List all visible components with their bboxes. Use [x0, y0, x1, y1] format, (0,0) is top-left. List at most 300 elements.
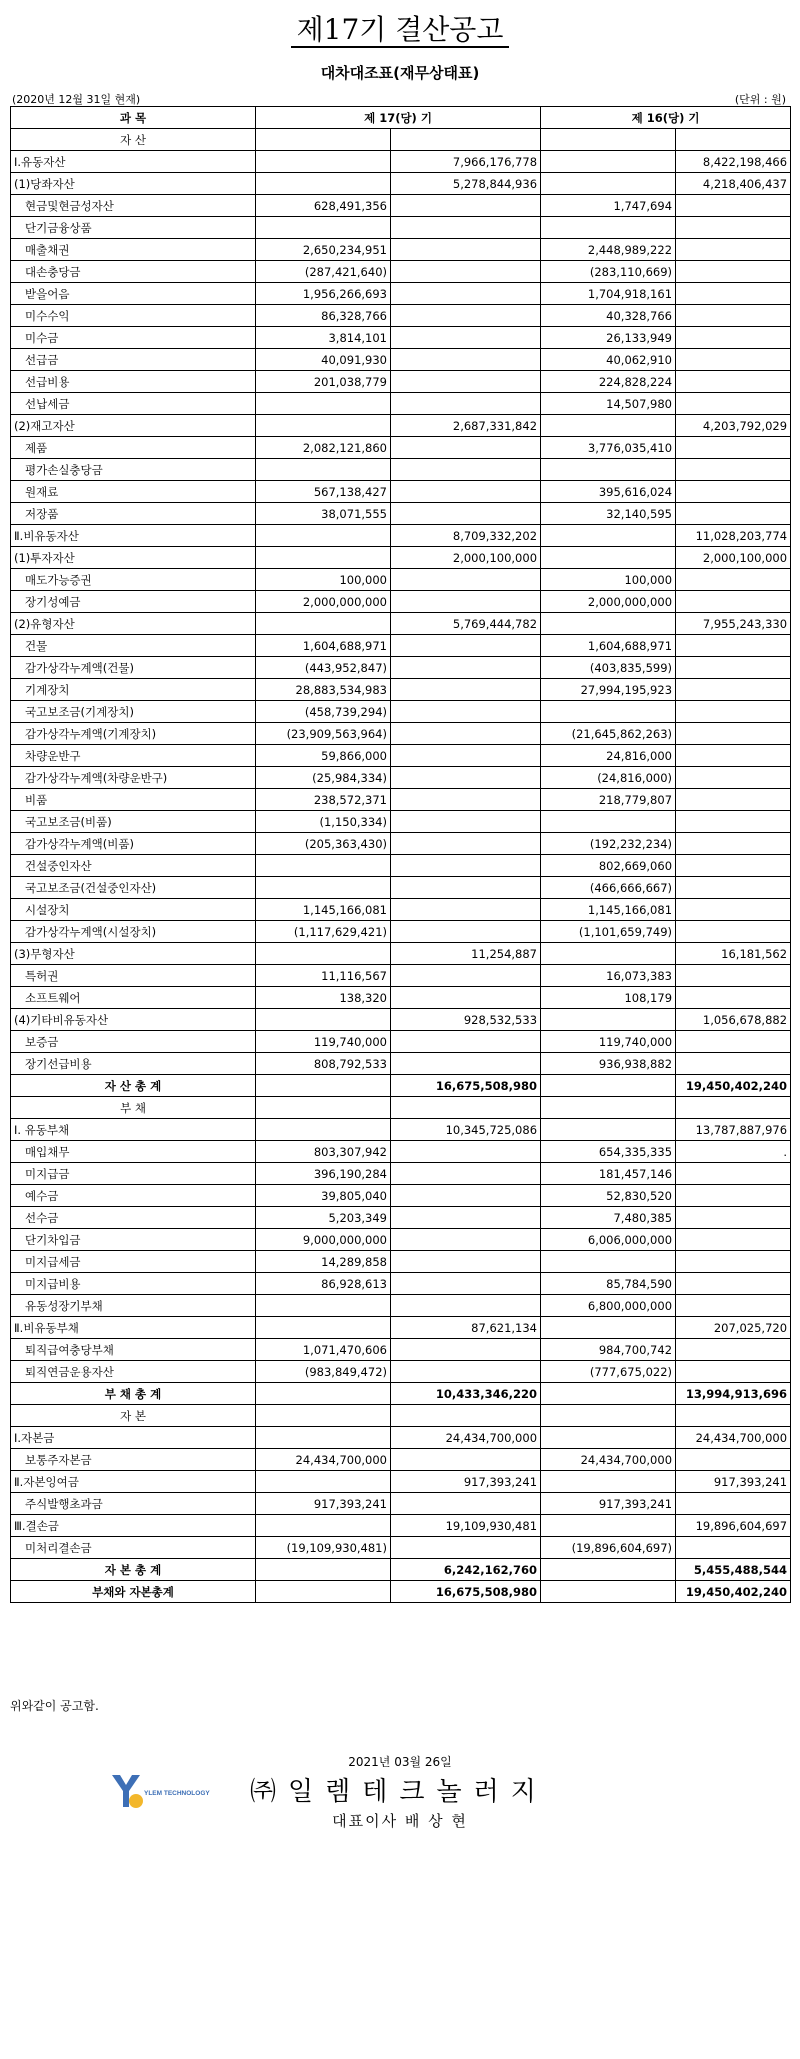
current-detail-amount — [256, 613, 391, 635]
table-row — [11, 349, 791, 371]
previous-detail-amount: (466,666,667) — [541, 877, 676, 899]
table-row — [11, 1427, 791, 1449]
table-row — [11, 1251, 791, 1273]
previous-subtotal-amount — [676, 1339, 791, 1361]
previous-subtotal-amount — [676, 261, 791, 283]
current-detail-amount: 28,883,534,983 — [256, 679, 391, 701]
table-row — [11, 767, 791, 789]
table-row — [11, 217, 791, 239]
current-detail-amount — [256, 1317, 391, 1339]
current-detail-amount: 119,740,000 — [256, 1031, 391, 1053]
previous-subtotal-amount — [676, 305, 791, 327]
previous-detail-amount — [541, 701, 676, 723]
current-detail-amount: (1,150,334) — [256, 811, 391, 833]
account-label: 단기금융상품 — [11, 217, 256, 239]
current-detail-amount: 1,604,688,971 — [256, 635, 391, 657]
current-subtotal-amount — [391, 811, 541, 833]
table-row — [11, 1361, 791, 1383]
empty-cell — [256, 1405, 391, 1427]
previous-subtotal-amount: 7,955,243,330 — [676, 613, 791, 635]
account-label: 저장품 — [11, 503, 256, 525]
notice-text: 위와같이 공고함. — [10, 1699, 99, 1713]
current-detail-amount: (19,109,930,481) — [256, 1537, 391, 1559]
account-label: (2)유형자산 — [11, 613, 256, 635]
table-row — [11, 503, 791, 525]
current-detail-amount: 917,393,241 — [256, 1493, 391, 1515]
table-row — [11, 327, 791, 349]
current-subtotal-amount: 2,000,100,000 — [391, 547, 541, 569]
current-subtotal-amount — [391, 767, 541, 789]
previous-subtotal-amount — [676, 1207, 791, 1229]
previous-subtotal-amount — [676, 459, 791, 481]
current-subtotal-amount — [391, 987, 541, 1009]
table-row — [11, 789, 791, 811]
account-label: 미지급금 — [11, 1163, 256, 1185]
previous-subtotal-amount: 917,393,241 — [676, 1471, 791, 1493]
current-subtotal-amount: 10,345,725,086 — [391, 1119, 541, 1141]
table-row — [11, 1185, 791, 1207]
previous-subtotal-amount: 19,896,604,697 — [676, 1515, 791, 1537]
previous-detail-amount — [541, 1119, 676, 1141]
account-label: 국고보조금(기계장치) — [11, 701, 256, 723]
current-subtotal-amount — [391, 305, 541, 327]
current-detail-amount: 40,091,930 — [256, 349, 391, 371]
current-detail-amount: 1,956,266,693 — [256, 283, 391, 305]
current-subtotal-amount — [391, 349, 541, 371]
table-row — [11, 1339, 791, 1361]
previous-subtotal-amount — [676, 767, 791, 789]
previous-detail-amount — [541, 1427, 676, 1449]
current-subtotal-amount: 8,709,332,202 — [391, 525, 541, 547]
document-title — [0, 8, 800, 48]
account-label: 감가상각누계액(비품) — [11, 833, 256, 855]
account-label: Ⅰ.자본금 — [11, 1427, 256, 1449]
current-detail-amount: 24,434,700,000 — [256, 1449, 391, 1471]
previous-detail-amount: (21,645,862,263) — [541, 723, 676, 745]
unit-note: (단위 : 원) — [734, 93, 786, 106]
previous-subtotal-amount — [676, 217, 791, 239]
table-row — [11, 283, 791, 305]
current-subtotal-amount — [391, 1163, 541, 1185]
previous-subtotal-amount — [676, 855, 791, 877]
current-subtotal-amount — [391, 789, 541, 811]
previous-subtotal-amount: 19,450,402,240 — [676, 1581, 791, 1603]
previous-detail-amount: 40,062,910 — [541, 349, 676, 371]
current-subtotal-amount — [391, 745, 541, 767]
current-detail-amount: 138,320 — [256, 987, 391, 1009]
table-row — [11, 569, 791, 591]
previous-detail-amount — [541, 943, 676, 965]
previous-subtotal-amount — [676, 811, 791, 833]
account-label: Ⅰ. 유동부채 — [11, 1119, 256, 1141]
account-label: 보증금 — [11, 1031, 256, 1053]
table-row — [11, 1537, 791, 1559]
account-label: 감가상각누계액(기계장치) — [11, 723, 256, 745]
previous-subtotal-amount — [676, 283, 791, 305]
previous-detail-amount: 2,448,989,222 — [541, 239, 676, 261]
previous-detail-amount: (1,101,659,749) — [541, 921, 676, 943]
previous-detail-amount — [541, 525, 676, 547]
total-label: 자 본 총 계 — [11, 1559, 256, 1581]
current-subtotal-amount — [391, 1031, 541, 1053]
current-subtotal-amount — [391, 701, 541, 723]
publication-date: 2021년 03월 26일 — [348, 1755, 452, 1769]
account-label: Ⅰ.유동자산 — [11, 151, 256, 173]
table-row — [11, 195, 791, 217]
section-row — [11, 129, 791, 151]
current-subtotal-amount — [391, 1141, 541, 1163]
previous-detail-amount: 2,000,000,000 — [541, 591, 676, 613]
account-label: 특허권 — [11, 965, 256, 987]
current-subtotal-amount — [391, 1273, 541, 1295]
table-row — [11, 833, 791, 855]
previous-detail-amount — [541, 1317, 676, 1339]
previous-subtotal-amount — [676, 833, 791, 855]
empty-cell — [256, 129, 391, 151]
previous-detail-amount: 3,776,035,410 — [541, 437, 676, 459]
previous-subtotal-amount — [676, 965, 791, 987]
previous-detail-amount — [541, 1581, 676, 1603]
current-subtotal-amount — [391, 217, 541, 239]
company-logo — [108, 1771, 213, 1811]
previous-subtotal-amount — [676, 437, 791, 459]
current-subtotal-amount: 917,393,241 — [391, 1471, 541, 1493]
previous-detail-amount — [541, 1251, 676, 1273]
current-detail-amount — [256, 525, 391, 547]
previous-subtotal-amount — [676, 195, 791, 217]
table-row — [11, 1119, 791, 1141]
previous-subtotal-amount: 5,455,488,544 — [676, 1559, 791, 1581]
table-row — [11, 987, 791, 1009]
table-row — [11, 899, 791, 921]
account-label: (4)기타비유동자산 — [11, 1009, 256, 1031]
table-row — [11, 1053, 791, 1075]
current-detail-amount: 2,082,121,860 — [256, 437, 391, 459]
current-detail-amount: 396,190,284 — [256, 1163, 391, 1185]
account-label: (1)당좌자산 — [11, 173, 256, 195]
account-label: 장기성예금 — [11, 591, 256, 613]
current-subtotal-amount: 6,242,162,760 — [391, 1559, 541, 1581]
current-detail-amount — [256, 1075, 391, 1097]
previous-subtotal-amount: . — [676, 1141, 791, 1163]
empty-cell — [676, 1405, 791, 1427]
header-current-period: 제 17(당) 기 — [256, 107, 541, 129]
previous-detail-amount: 654,335,335 — [541, 1141, 676, 1163]
section-label: 부 채 — [11, 1097, 256, 1119]
table-row — [11, 877, 791, 899]
account-label: (1)투자자산 — [11, 547, 256, 569]
table-row — [11, 305, 791, 327]
current-detail-amount: 2,650,234,951 — [256, 239, 391, 261]
current-detail-amount — [256, 1383, 391, 1405]
current-detail-amount — [256, 459, 391, 481]
header-account: 과 목 — [11, 107, 256, 129]
previous-detail-amount: 85,784,590 — [541, 1273, 676, 1295]
table-row — [11, 1141, 791, 1163]
current-subtotal-amount — [391, 1537, 541, 1559]
empty-cell — [391, 129, 541, 151]
account-label: 예수금 — [11, 1185, 256, 1207]
current-subtotal-amount: 87,621,134 — [391, 1317, 541, 1339]
section-row — [11, 1097, 791, 1119]
empty-cell — [541, 1405, 676, 1427]
table-row — [11, 239, 791, 261]
previous-subtotal-amount — [676, 701, 791, 723]
previous-subtotal-amount — [676, 349, 791, 371]
previous-subtotal-amount: 207,025,720 — [676, 1317, 791, 1339]
table-row — [11, 151, 791, 173]
previous-subtotal-amount — [676, 679, 791, 701]
table-row — [11, 701, 791, 723]
previous-detail-amount: 218,779,807 — [541, 789, 676, 811]
current-subtotal-amount: 19,109,930,481 — [391, 1515, 541, 1537]
current-subtotal-amount — [391, 1185, 541, 1207]
current-subtotal-amount: 928,532,533 — [391, 1009, 541, 1031]
current-detail-amount: 39,805,040 — [256, 1185, 391, 1207]
account-label: Ⅱ.비유동부채 — [11, 1317, 256, 1339]
table-row — [11, 855, 791, 877]
current-detail-amount: (983,849,472) — [256, 1361, 391, 1383]
previous-detail-amount — [541, 1383, 676, 1405]
previous-subtotal-amount — [676, 1493, 791, 1515]
account-label: 선수금 — [11, 1207, 256, 1229]
total-row — [11, 1559, 791, 1581]
account-label: 감가상각누계액(시설장치) — [11, 921, 256, 943]
current-subtotal-amount — [391, 877, 541, 899]
current-detail-amount — [256, 855, 391, 877]
current-detail-amount — [256, 1009, 391, 1031]
current-subtotal-amount: 11,254,887 — [391, 943, 541, 965]
table-row — [11, 1493, 791, 1515]
previous-subtotal-amount — [676, 481, 791, 503]
table-row — [11, 965, 791, 987]
current-detail-amount — [256, 547, 391, 569]
current-subtotal-amount: 7,966,176,778 — [391, 151, 541, 173]
account-label: 감가상각누계액(건물) — [11, 657, 256, 679]
document-title-text: 제17기 결산공고 — [291, 13, 510, 48]
previous-detail-amount — [541, 1075, 676, 1097]
account-label: 국고보조금(비품) — [11, 811, 256, 833]
current-subtotal-amount — [391, 239, 541, 261]
current-detail-amount: 803,307,942 — [256, 1141, 391, 1163]
previous-subtotal-amount: 4,218,406,437 — [676, 173, 791, 195]
current-detail-amount — [256, 151, 391, 173]
current-subtotal-amount — [391, 503, 541, 525]
table-row — [11, 173, 791, 195]
account-label: 국고보조금(건설중인자산) — [11, 877, 256, 899]
account-label: 차량운반구 — [11, 745, 256, 767]
table-row — [11, 547, 791, 569]
previous-subtotal-amount — [676, 1361, 791, 1383]
previous-subtotal-amount — [676, 657, 791, 679]
previous-subtotal-amount — [676, 393, 791, 415]
previous-detail-amount: 802,669,060 — [541, 855, 676, 877]
header-row — [11, 107, 791, 129]
previous-detail-amount: 14,507,980 — [541, 393, 676, 415]
previous-detail-amount: 984,700,742 — [541, 1339, 676, 1361]
table-row — [11, 1295, 791, 1317]
previous-subtotal-amount — [676, 635, 791, 657]
current-subtotal-amount — [391, 635, 541, 657]
empty-cell — [676, 1097, 791, 1119]
current-detail-amount: 3,814,101 — [256, 327, 391, 349]
account-label: Ⅲ.결손금 — [11, 1515, 256, 1537]
account-label: 미지급비용 — [11, 1273, 256, 1295]
current-detail-amount: 1,071,470,606 — [256, 1339, 391, 1361]
account-label: 선급비용 — [11, 371, 256, 393]
current-subtotal-amount — [391, 1449, 541, 1471]
previous-detail-amount: 6,800,000,000 — [541, 1295, 676, 1317]
account-label: 평가손실충당금 — [11, 459, 256, 481]
previous-detail-amount: 108,179 — [541, 987, 676, 1009]
previous-subtotal-amount — [676, 1163, 791, 1185]
current-detail-amount — [256, 943, 391, 965]
account-label: 매출채권 — [11, 239, 256, 261]
current-subtotal-amount — [391, 1229, 541, 1251]
account-label: 매입채무 — [11, 1141, 256, 1163]
previous-subtotal-amount — [676, 1185, 791, 1207]
previous-detail-amount: 26,133,949 — [541, 327, 676, 349]
previous-subtotal-amount — [676, 1273, 791, 1295]
current-detail-amount: (205,363,430) — [256, 833, 391, 855]
account-label: 비품 — [11, 789, 256, 811]
previous-detail-amount: 24,434,700,000 — [541, 1449, 676, 1471]
previous-detail-amount: 1,747,694 — [541, 195, 676, 217]
previous-detail-amount: 40,328,766 — [541, 305, 676, 327]
account-label: 퇴직급여충당부채 — [11, 1339, 256, 1361]
current-subtotal-amount — [391, 195, 541, 217]
empty-cell — [391, 1405, 541, 1427]
current-subtotal-amount — [391, 899, 541, 921]
previous-subtotal-amount: 19,450,402,240 — [676, 1075, 791, 1097]
total-row — [11, 1581, 791, 1603]
table-row — [11, 1317, 791, 1339]
table-row — [11, 657, 791, 679]
current-subtotal-amount — [391, 1251, 541, 1273]
current-subtotal-amount: 5,769,444,782 — [391, 613, 541, 635]
account-label: 미지급세금 — [11, 1251, 256, 1273]
current-subtotal-amount — [391, 437, 541, 459]
current-detail-amount — [256, 173, 391, 195]
logo-text: YLEM TECHNOLOGY — [144, 1790, 210, 1797]
current-subtotal-amount — [391, 1295, 541, 1317]
current-detail-amount: (1,117,629,421) — [256, 921, 391, 943]
total-label: 부채와 자본총계 — [11, 1581, 256, 1603]
empty-cell — [676, 129, 791, 151]
current-subtotal-amount: 16,675,508,980 — [391, 1581, 541, 1603]
account-label: 선급금 — [11, 349, 256, 371]
previous-detail-amount: (192,232,234) — [541, 833, 676, 855]
current-detail-amount: 808,792,533 — [256, 1053, 391, 1075]
previous-subtotal-amount — [676, 1449, 791, 1471]
account-label: 선납세금 — [11, 393, 256, 415]
previous-detail-amount: 1,704,918,161 — [541, 283, 676, 305]
previous-subtotal-amount: 1,056,678,882 — [676, 1009, 791, 1031]
table-row — [11, 371, 791, 393]
current-detail-amount — [256, 415, 391, 437]
table-body — [11, 129, 791, 1603]
table-row — [11, 1009, 791, 1031]
account-label: 원재료 — [11, 481, 256, 503]
previous-subtotal-amount: 2,000,100,000 — [676, 547, 791, 569]
previous-detail-amount — [541, 217, 676, 239]
current-subtotal-amount — [391, 327, 541, 349]
current-subtotal-amount — [391, 1207, 541, 1229]
account-label: 장기선급비용 — [11, 1053, 256, 1075]
table-row — [11, 591, 791, 613]
table-row — [11, 1449, 791, 1471]
previous-subtotal-amount — [676, 1537, 791, 1559]
current-detail-amount — [256, 1427, 391, 1449]
table-row — [11, 1229, 791, 1251]
account-label: 건설중인자산 — [11, 855, 256, 877]
current-detail-amount — [256, 1295, 391, 1317]
previous-subtotal-amount — [676, 1053, 791, 1075]
account-label: 주식발행초과금 — [11, 1493, 256, 1515]
current-subtotal-amount — [391, 1339, 541, 1361]
table-row — [11, 1031, 791, 1053]
current-detail-amount: 9,000,000,000 — [256, 1229, 391, 1251]
previous-subtotal-amount — [676, 921, 791, 943]
account-label: 건물 — [11, 635, 256, 657]
account-label: (2)재고자산 — [11, 415, 256, 437]
current-subtotal-amount — [391, 657, 541, 679]
previous-subtotal-amount — [676, 789, 791, 811]
section-row — [11, 1405, 791, 1427]
previous-subtotal-amount: 13,787,887,976 — [676, 1119, 791, 1141]
previous-detail-amount: 1,604,688,971 — [541, 635, 676, 657]
table-row — [11, 921, 791, 943]
previous-detail-amount: 52,830,520 — [541, 1185, 676, 1207]
account-label: 소프트웨어 — [11, 987, 256, 1009]
previous-subtotal-amount — [676, 899, 791, 921]
table-row — [11, 679, 791, 701]
previous-detail-amount: 1,145,166,081 — [541, 899, 676, 921]
table-row — [11, 415, 791, 437]
previous-detail-amount: 100,000 — [541, 569, 676, 591]
current-subtotal-amount — [391, 371, 541, 393]
previous-subtotal-amount — [676, 327, 791, 349]
table-row — [11, 745, 791, 767]
statement-subtitle: 대차대조표(재무상태표) — [320, 64, 480, 82]
current-detail-amount: 86,328,766 — [256, 305, 391, 327]
empty-cell — [391, 1097, 541, 1119]
previous-subtotal-amount — [676, 987, 791, 1009]
total-label: 자 산 총 계 — [11, 1075, 256, 1097]
account-label: 매도가능증권 — [11, 569, 256, 591]
account-label: 미처리결손금 — [11, 1537, 256, 1559]
previous-detail-amount: 224,828,224 — [541, 371, 676, 393]
previous-detail-amount: (19,896,604,697) — [541, 1537, 676, 1559]
table-row — [11, 1163, 791, 1185]
previous-detail-amount: 7,480,385 — [541, 1207, 676, 1229]
previous-detail-amount: 917,393,241 — [541, 1493, 676, 1515]
current-subtotal-amount — [391, 569, 541, 591]
current-subtotal-amount — [391, 261, 541, 283]
current-detail-amount: 201,038,779 — [256, 371, 391, 393]
current-subtotal-amount — [391, 679, 541, 701]
empty-cell — [256, 1097, 391, 1119]
current-detail-amount: (23,909,563,964) — [256, 723, 391, 745]
current-detail-amount: 238,572,371 — [256, 789, 391, 811]
account-label: Ⅱ.자본잉여금 — [11, 1471, 256, 1493]
previous-subtotal-amount: 11,028,203,774 — [676, 525, 791, 547]
table-row — [11, 635, 791, 657]
previous-detail-amount: 181,457,146 — [541, 1163, 676, 1185]
account-label: 미수수익 — [11, 305, 256, 327]
previous-subtotal-amount — [676, 745, 791, 767]
previous-detail-amount: (403,835,599) — [541, 657, 676, 679]
